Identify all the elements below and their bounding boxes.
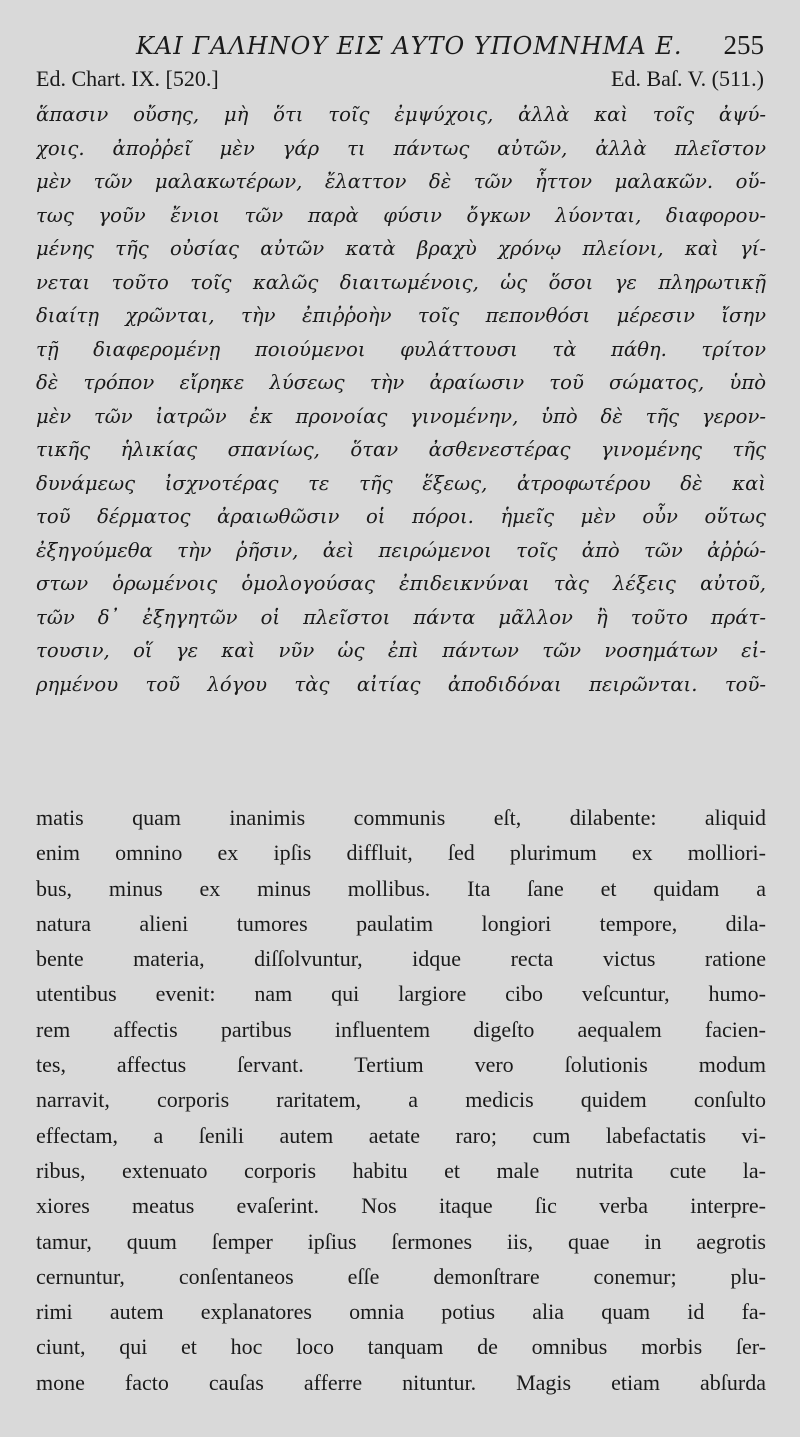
latin-text-line: ciunt, qui et hoc loco tanquam de omnibus morbis ſer- <box>36 1334 766 1360</box>
page-number: 255 <box>723 30 764 60</box>
latin-text-line: narravit, corporis raritatem, a medicis quidem conſulto <box>36 1087 766 1113</box>
greek-text-line: ἐξηγούμεθα τὴν ῥῆσιν, ἀεὶ πειρώμενοι τοῖς ἀπὸ τῶν ἀῤῥώ- <box>36 538 766 562</box>
latin-text-line: enim omnino ex ipſis diffluit, ſed plurimum ex molliori- <box>36 840 766 866</box>
latin-text-line: ribus, extenuato corporis habitu et male nutrita cute la- <box>36 1157 766 1183</box>
greek-text-line: χοις. ἀποῤῥεῖ μὲν γάρ τι πάντως αὐτῶν, ἀλλὰ πλεῖστον <box>36 136 766 160</box>
greek-text-line: τῶν δ᾽ ἐξηγητῶν οἱ πλεῖστοι πάντα μᾶλλον ἢ τοῦτο πράτ- <box>36 605 766 629</box>
greek-text-line: μὲν τῶν μαλακωτέρων, ἔλαττον δὲ τῶν ἧττον μαλακῶν. οὕ- <box>36 170 766 193</box>
greek-text-line: ρημένου τοῦ λόγου τὰς αἰτίας ἀποδιδόναι πειρῶνται. τοῦ- <box>36 672 766 696</box>
latin-text-line: bente materia, diſſolvuntur, idque recta victus ratione <box>36 946 766 972</box>
greek-text-line: στων ὁρωμένοις ὁμολογούσας ἐπιδεικνύναι τὰς λέξεις αὐτοῦ, <box>36 572 766 595</box>
greek-text-line: νεται τοῦτο τοῖς καλῶς διαιτωμένοις, ὡς ὅσοι γε πληρωτικῇ <box>36 270 766 294</box>
edition-references <box>36 66 764 96</box>
page-header <box>36 30 764 66</box>
greek-text-line: ἅπασιν οὔσης, μὴ ὅτι τοῖς ἐμψύχοις, ἀλλὰ καὶ τοῖς ἀψύ- <box>36 103 766 126</box>
edition-ref-basel: Ed. Baſ. V. (511.) <box>611 66 764 91</box>
latin-text-line: matis quam inanimis communis eſt, dilabente: aliquid <box>36 805 766 830</box>
latin-text-block <box>36 800 766 1400</box>
latin-text-line: mone facto cauſas afferre nituntur. Magis etiam abſurda <box>36 1369 766 1395</box>
greek-text-line: διαίτῃ χρῶνται, τὴν ἐπιῤῥοὴν τοῖς πεπονθόσι μέρεσιν ἴσην <box>36 304 766 327</box>
greek-text-line: τῇ διαφερομένῃ ποιούμενοι φυλάττουσι τὰ πάθη. τρίτον <box>36 337 766 361</box>
latin-text-line: bus, minus ex minus mollibus. Ita ſane et quidam a <box>36 875 766 901</box>
latin-text-line: natura alieni tumores paulatim longiori tempore, dila- <box>36 910 766 936</box>
greek-text-line: μένης τῆς οὐσίας αὐτῶν κατὰ βραχὺ χρόνῳ πλείονι, καὶ γί- <box>36 237 766 260</box>
greek-text-line: δυνάμεως ἰσχνοτέρας τε τῆς ἕξεως, ἀτροφωτέρου δὲ καὶ <box>36 471 766 495</box>
latin-text-line: cernuntur, conſentaneos eſſe demonſtrare conemur; plu- <box>36 1263 766 1289</box>
running-title: ΚΑΙ ΓΑΛΗΝΟΥ ΕΙΣ ΑΥΤΟ ΥΠΟΜΝΗΜΑ Ε. <box>136 32 683 60</box>
greek-text-line: δὲ τρόπον εἴρηκε λύσεως τὴν ἀραίωσιν τοῦ σώματος, ὑπὸ <box>36 371 766 394</box>
greek-text-line: τοῦ δέρματος ἀραιωθῶσιν οἱ πόροι. ἡμεῖς μὲν οὖν οὕτως <box>36 505 766 528</box>
latin-text-line: tes, affectus ſervant. Tertium vero ſolutionis modum <box>36 1052 766 1078</box>
greek-text-line: μὲν τῶν ἰατρῶν ἐκ προνοίας γινομένην, ὑπὸ δὲ τῆς γερον- <box>36 404 766 428</box>
latin-text-line: effectam, a ſenili autem aetate raro; cum labefactatis vi- <box>36 1122 766 1148</box>
latin-text-line: xiores meatus evaſerint. Nos itaque ſic verba interpre- <box>36 1193 766 1219</box>
greek-text-line: τως γοῦν ἔνιοι τῶν παρὰ φύσιν ὄγκων λύονται, διαφορου- <box>36 203 766 227</box>
greek-text-block <box>36 98 766 701</box>
latin-text-line: rimi autem explanatores omnia potius alia quam id fa- <box>36 1299 766 1325</box>
latin-text-line: tamur, quum ſemper ipſius ſermones iis, quae in aegrotis <box>36 1228 766 1254</box>
edition-ref-chartier: Ed. Chart. IX. [520.] <box>36 66 219 91</box>
greek-text-line: τικῆς ἡλικίας σπανίως, ὅταν ἀσθενεστέρας γινομένης τῆς <box>36 438 766 461</box>
latin-text-line: utentibus evenit: nam qui largiore cibo veſcuntur, humo- <box>36 981 766 1007</box>
latin-text-line: rem affectis partibus influentem digeſto aequalem facien- <box>36 1016 766 1042</box>
greek-text-line: τουσιν, οἵ γε καὶ νῦν ὡς ἐπὶ πάντων τῶν νοσημάτων εἰ- <box>36 639 766 662</box>
